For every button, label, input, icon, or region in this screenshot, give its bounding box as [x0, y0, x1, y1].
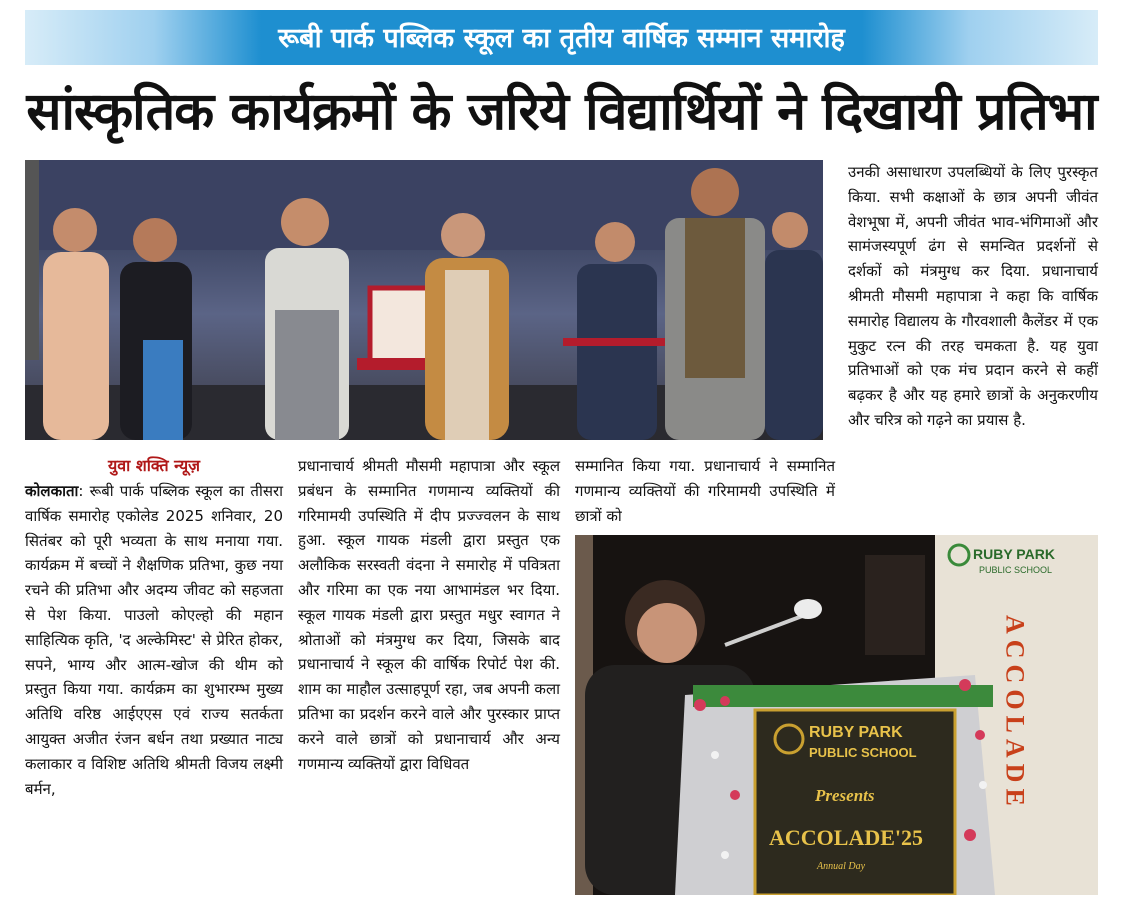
- podium-speaker-photo: [575, 535, 1098, 895]
- article-column-4: [848, 160, 1098, 433]
- banner-school-sub: PUBLIC SCHOOL: [979, 565, 1053, 575]
- podium-event-name: ACCOLADE'25: [769, 825, 924, 850]
- lamp-icon: [794, 599, 822, 619]
- article-column-3: [575, 454, 835, 528]
- award-ceremony-photo: [25, 160, 823, 440]
- banner-school-name: RUBY PARK: [973, 546, 1055, 562]
- kicker-banner: [25, 10, 1098, 65]
- column-2-text: प्रधानाचार्य श्रीमती मौसमी महापात्रा और स्कूल प्रबंधन के सम्मानित गणमान्य व्यक्तियों की गरिमामयी उपस्थिति में दीप प्रज्ज्वलन के साथ हुआ. स्कूल गायक मंडली द्वारा प्रस्तुत एक अलौकिक सरस्वती वंदना ने समारोह में पवित्रता और गरिमा का एक नया आभामंडल भर दिया. स्कूल गायक मंडली द्वारा प्रस्तुत मधुर स्वागत ने श्रोताओं को मंत्रमुग्ध कर दिया, जिसके बाद प्रधानाचार्य ने स्कूल की वार्षिक रिपोर्ट पेश की. शाम का माहौल उत्साहपूर्ण रहा, जब अपनी कला प्रतिभा का प्रदर्शन करने वाले और पुरस्कार प्राप्त करने वाले छात्रों को प्रधानाचार्य और अन्य गणमान्य व्यक्तियों द्वारा विधिवत: [298, 457, 560, 773]
- column-4-text: उनकी असाधारण उपलब्धियों के लिए पुरस्कृत किया. सभी कक्षाओं के छात्र अपनी जीवंत वेशभूषा में, अपनी जीवंत भाव-भंगिमाओं और सामंजस्यपूर्ण ढंग से समन्वित प्रदर्शनों से दर्शकों को मंत्रमुग्ध कर दिया. प्रधानाचार्य श्रीमती मौसमी महापात्रा ने कहा कि वार्षिक समारोह विद्यालय के गौरवशाली कैलेंडर में एक मुकुट रत्न की तरह चमकता है. यह युवा प्रतिभाओं को एक मंच प्रदान करने से कहीं बढ़कर है और यह हमारे छात्रों के अनुकरणीय और चरित्र को गढ़ने का प्रयास है.: [848, 163, 1098, 429]
- podium-speaker-illustration: [575, 535, 1098, 895]
- kicker-text: रूबी पार्क पब्लिक स्कूल का तृतीय वार्षिक सम्मान समारोह: [278, 23, 845, 54]
- award-ceremony-illustration: [25, 160, 823, 440]
- dateline: कोलकाता: [25, 482, 79, 500]
- column-3-text: सम्मानित किया गया. प्रधानाचार्य ने सम्मानित गणमान्य व्यक्तियों की गरिमामयी उपस्थिति में छात्रों को: [575, 457, 835, 525]
- podium-school-sub: PUBLIC SCHOOL: [809, 745, 917, 760]
- banner-vertical-word: ACCOLADE: [1000, 615, 1030, 812]
- headline: सांस्कृतिक कार्यक्रमों के जरिये विद्यार्थियों ने दिखायी प्रतिभा: [26, 82, 1097, 142]
- podium-school-name: RUBY PARK: [809, 724, 903, 741]
- podium-event-sub: Annual Day: [817, 861, 866, 872]
- article-column-2: [298, 454, 560, 776]
- column-1-text: : रूबी पार्क पब्लिक स्कूल का तीसरा वार्षिक समारोह एकोलेड 2025 शनिवार, 20 सितंबर को पूरी भव्यता के साथ मनाया गया. कार्यक्रम में बच्चों ने शैक्षणिक प्रतिभा, कुछ नया रचने की प्रतिभा और अदम्य जीवट को सहजता से पेश किया. पाउलो कोएल्हो की महान साहित्यिक कृति, 'द अल्केमिस्ट' से प्रेरित होकर, सपने, भाग्य और आत्म-खोज की थीम को प्रस्तुत किया गया. कार्यक्रम का शुभारम्भ मुख्य अतिथि वरिष्ठ आईएएस एवं राज्य सतर्कता आयुक्त अजीत रंजन बर्धन तथा प्रख्यात नाट्य कलाकार व विशिष्ट अतिथि श्रीमती विजय लक्ष्मी बर्मन,: [25, 482, 283, 798]
- byline: युवा शक्ति न्यूज़: [107, 456, 201, 475]
- article-column-1: [25, 479, 283, 801]
- podium-presents: Presents: [815, 786, 875, 805]
